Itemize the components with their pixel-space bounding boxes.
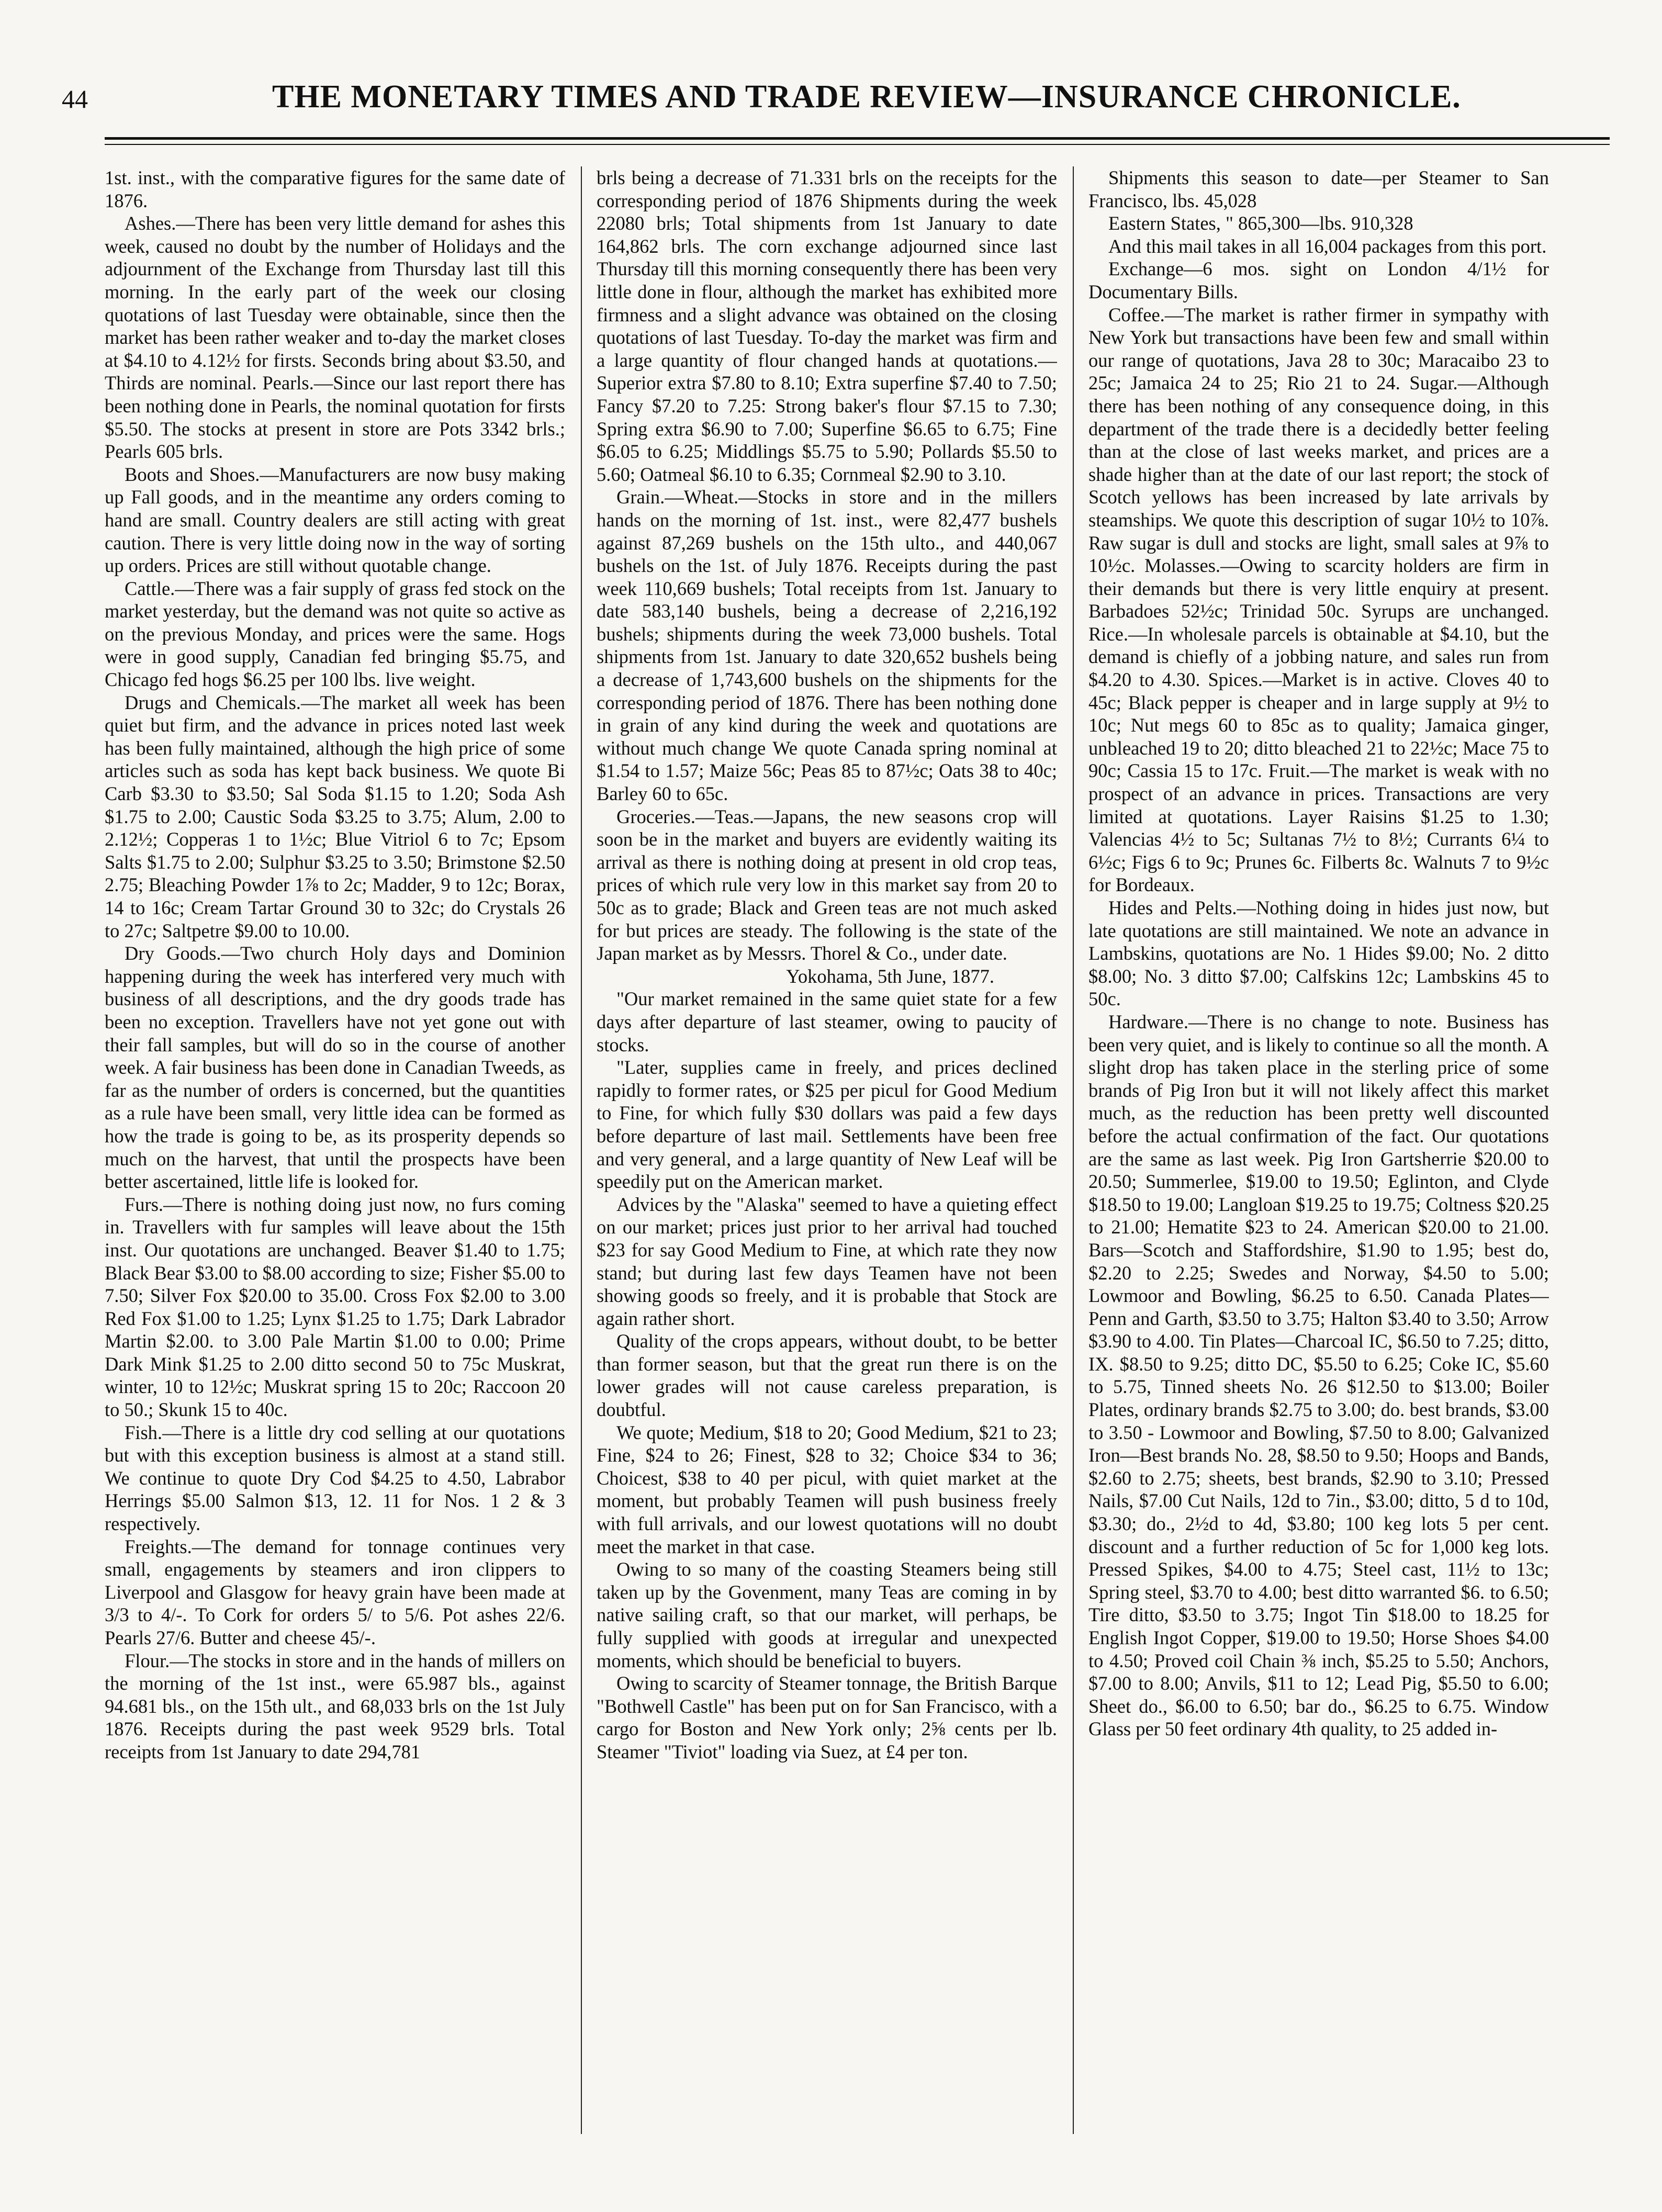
paragraph-quote: We quote; Medium, $18 to 20; Good Medium, $21 to 23; Fine, $24 to 26; Finest, $28 to 32; Choice $34 to 36; Choicest, $38 to 40 per picul, with quiet market at the moment, but probably Teamen will push business freely with full arrivals, and our lowest quotations will no doubt meet the market in that case. (597, 1421, 1057, 1557)
paragraph-freights: Freights.—The demand for tonnage continues very small, engagements by steamers and iron clippers to Liverpool and Glasgow for heavy grain have been made at 3/3 to 4/-. To Cork for orders 5/ to 5/6. Pot ashes 22/6. Pearls 27/6. Butter and cheese 45/-. (105, 1535, 565, 1648)
paragraph-shipments: Shipments this season to date—per Steamer to San Francisco, lbs. 45,028 (1088, 167, 1549, 211)
dateline: Yokohama, 5th June, 1877. (786, 965, 994, 987)
paragraph-boots-and-shoes: Boots and Shoes.—Manufacturers are now busy making up Fall goods, and in the meantime any orders coming to hand are small. Country dealers are still acting with great caution. There is very little doing now in the way of sorting up orders. Prices are still without quotable change. (105, 463, 565, 577)
paragraph-fish: Fish.—There is a little dry cod selling at our quotations but with this exception business is almost at a stand still. We continue to quote Dry Cod $4.25 to 4.50, Labrabor Herrings $5.00 Salmon $13, 12. 11 for Nos. 1 2 & 3 respectively. (105, 1421, 565, 1535)
column-1 (105, 166, 565, 2139)
column-divider (581, 166, 582, 2134)
paragraph-quote: Owing to so many of the coasting Steamers being still taken up by the Govenment, many Teas are coming in by native sailing craft, so that our market, will perhaps, be fully supplied with goods at irregular and unexpected moments, which should be beneficial to buyers. (597, 1558, 1057, 1671)
paragraph-flour: Flour.—The stocks in store and in the hands of millers on the morning of the 1st inst., were 65.987 bls., against 94.681 bls., on the 15th ult., and 68,033 brls on the 1st July 1876. Receipts during the past week 9529 brls. Total receipts from 1st January to date 294,781 (105, 1649, 565, 1762)
paragraph-drugs-and-chemicals: Drugs and Chemicals.—The market all week has been quiet but firm, and the advance in prices noted last week has been fully maintained, although the high price of some articles such as soda has kept back business. We quote Bi Carb $3.30 to $3.50; Sal Soda $1.15 to 1.20; Soda Ash $1.75 to 2.00; Caustic Soda $3.25 to 3.75; Alum, 2.00 to 2.12½; Copperas 1 to 1½c; Blue Vitriol 6 to 7c; Epsom Salts $1.75 to 2.00; Sulphur $3.25 to 3.50; Brimstone $2.50 2.75; Bleaching Powder 1⅞ to 2c; Madder, 9 to 12c; Borax, 14 to 16c; Cream Tartar Ground 30 to 32c; do Crystals 26 to 27c; Saltpetre $9.00 to 10.00. (105, 691, 565, 941)
paragraph-grain: Grain.—Wheat.—Stocks in store and in the millers hands on the morning of 1st. inst., were 82,477 bushels against 87,269 bushels on the 15th ulto., and 440,067 bushels on the 1st. of July 1876. Receipts during the past week 110,669 bushels; Total receipts from 1st. January to date 583,140 bushels, being a decrease of 2,216,192 bushels; shipments during the week 73,000 bushels. Total shipments from 1st. January to date 320,652 bushels being a decrease of 1,743,600 bushels on the shipments for the corresponding period of 1876. There has been nothing done in grain of any kind during the week and quotations are without much change We quote Canada spring nominal at $1.54 to 1.57; Maize 56c; Peas 85 to 87½c; Oats 38 to 40c; Barley 60 to 65c. (597, 486, 1057, 805)
paragraph-quote: Owing to scarcity of Steamer tonnage, the British Barque "Bothwell Castle" has been put on for San Francisco, with a cargo for Boston and New York only; 2⅝ cents per lb. Steamer "Tiviot" loading via Suez, at £4 per ton. (597, 1672, 1057, 1762)
paragraph-hides-and-pelts: Hides and Pelts.—Nothing doing in hides just now, but late quotations are still maintained. We note an advance in Lambskins, quotations are No. 1 Hides $9.00; No. 2 ditto $8.00; No. 3 ditto $7.00; Calfskins 12c; Lambskins 45 to 50c. (1088, 897, 1549, 1010)
page-number: 44 (62, 84, 88, 114)
running-head: THE MONETARY TIMES AND TRADE REVIEW—INSURANCE CHRONICLE. (272, 79, 1461, 115)
paragraph-shipments: Eastern States, " 865,300—lbs. 910,328 (1108, 212, 1413, 234)
paragraph-flour-continued: brls being a decrease of 71.331 brls on the receipts for the corresponding period of 1876 Shipments during the week 22080 brls; Total shipments from 1st January to date 164,862 brls. The corn exchange adjourned since last Thursday till this morning consequently there has been very little done in flour, although the market has exhibited more firmness and a slight advance was obtained on the closing quotations of last Tuesday. To-day the market was firm and a large quantity of flour changed hands at quotations.—Superior extra $7.80 to 8.10; Extra superfine $7.40 to 7.50; Fancy $7.20 to 7.25: Strong baker's flour $7.15 to 7.30; Spring extra $6.90 to 7.00; Superfine $6.65 to 6.75; Fine $6.05 to 6.25; Middlings $5.75 to 5.90; Pollards $5.50 to 5.60; Oatmeal $6.10 to 6.35; Cornmeal $2.90 to 3.10. (597, 167, 1057, 485)
paragraph: 1st. inst., with the comparative figures for the same date of 1876. (105, 167, 565, 211)
paragraph: And this mail takes in all 16,004 packages from this port. (1108, 235, 1547, 257)
paragraph-furs: Furs.—There is nothing doing just now, no furs coming in. Travellers with fur samples will leave about the 15th inst. Our quotations are unchanged. Beaver $1.40 to 1.75; Black Bear $3.00 to $8.00 according to size; Fisher $5.00 to 7.50; Silver Fox $20.00 to 35.00. Cross Fox $2.00 to 3.00 Red Fox $1.00 to 1.25; Lynx $1.25 to 1.75; Dark Labrador Martin $2.00. to 3.00 Pale Martin $1.00 to 0.00; Prime Dark Mink $1.25 to 2.00 ditto second 50 to 75c Muskrat, winter, 10 to 12½c; Muskrat spring 15 to 20c; Raccoon 20 to 50.; Skunk 15 to 40c. (105, 1193, 565, 1421)
paragraph-quote: "Our market remained in the same quiet state for a few days after departure of last steamer, owing to paucity of stocks. (597, 988, 1057, 1056)
paragraph-ashes: Ashes.—There has been very little demand for ashes this week, caused no doubt by the number of Holidays and the adjournment of the Exchange from Thursday last till this morning. In the early part of the week our closing quotations of last Tuesday were obtainable, since then the market has been rather weaker and to-day the market closes at $4.10 to 4.12½ for firsts. Seconds bring about $3.50, and Thirds are nominal. Pearls.—Since our last report there has been nothing done in Pearls, the nominal quotation for firsts $5.50. The stocks at present in store are Pots 3342 brls.; Pearls 605 brls. (105, 212, 565, 463)
paragraph-groceries: Groceries.—Teas.—Japans, the new seasons crop will soon be in the market and buyers are evidently waiting its arrival as there is nothing doing at present in old crop teas, prices of which rule very low in this market say from 20 to 50c as to grade; Black and Green teas are not much asked for but prices are steady. The following is the state of the Japan market as by Messrs. Thorel & Co., under date. (597, 805, 1057, 964)
column-2 (597, 166, 1057, 2139)
paragraph-dry-goods: Dry Goods.—Two church Holy days and Dominion happening during the week has interfered very much with business of all descriptions, and the dry goods trade has been no exception. Travellers have not yet gone out with their fall samples, but will do so in the course of another week. A fair business has been done in Canadian Tweeds, as far as the number of orders is concerned, but the quantities as a rule have been small, very little idea can be formed as how the trade is going to be, as its prosperity depends so much on the harvest, that until the prospects have been better ascertained, little life is looked for. (105, 942, 565, 1193)
header-rule-thick (105, 137, 1610, 140)
paragraph-hardware: Hardware.—There is no change to note. Business has been very quiet, and is likely to continue so all the month. A slight drop has taken place in the sterling price of some brands of Pig Iron but it will not likely affect this market much, as the reduction has been pretty well discounted before the actual confirmation of the fact. Our quotations are the same as last week. Pig Iron Gartsherrie $20.00 to 20.50; Summerlee, $19.00 to 19.50; Eglinton, and Clyde $18.50 to 19.00; Langloan $19.25 to 19.75; Coltness $20.25 to 21.00; Hematite $23 to 24. American $20.00 to 21.00. Bars—Scotch and Staffordshire, $1.90 to 1.95; best do, $2.20 to 2.25; Swedes and Norway, $4.50 to 5.00; Lowmoor and Bowling, $6.25 to 6.50. Canada Plates—Penn and Garth, $3.50 to 3.75; Halton $3.40 to 3.50; Arrow $3.90 to 4.00. Tin Plates—Charcoal IC, $6.50 to 7.25; ditto, IX. $8.50 to 9.25; ditto DC, $5.50 to 6.25; Coke IC, $5.60 to 5.75, Tinned sheets No. 26 $12.50 to $13.00; Boiler Plates, ordinary brands $2.75 to 3.00; do. best brands, $3.00 to 3.50 - Lowmoor and Bowling, $7.50 to 8.00; Galvanized Iron—Best brands No. 28, $8.50 to 9.50; Hoops and Bands, $2.60 to 2.75; sheets, best brands, $2.90 to 3.10; Pressed Nails, $7.00 Cut Nails, 12d to 7in., $3.00; ditto, 5 d to 10d, $3.30; do., 2½d to 4d, $3.80; 100 keg lots 5 per cent. discount and a further reduction of 5c for 1,000 keg lots. Pressed Spikes, $4.00 to 4.75; Steel cast, 11½ to 13c; Spring steel, $3.70 to 4.00; best ditto warranted $6. to 6.50; Tire ditto, $3.50 to 3.75; Ingot Tin $18.00 to 18.25 for English Ingot Copper, $19.00 to 19.50; Horse Shoes $4.00 to 4.50; Proved coil Chain ⅜ inch, $5.25 to 5.50; Anchors, $7.00 to 8.00; Anvils, $11 to 12; Lead Pig, $5.50 to 6.00; Sheet do., $6.00 to 6.50; bar do., $6.25 to 6.75. Window Glass per 50 feet ordinary 4th quality, to 25 added in- (1088, 1010, 1549, 1740)
column-3 (1088, 166, 1549, 2139)
paragraph-coffee: Coffee.—The market is rather firmer in sympathy with New York but transactions have been few and small within our range of quotations, Java 28 to 30c; Maracaibo 23 to 25c; Jamaica 24 to 25; Rio 21 to 24. Sugar.—Although there has been nothing of any consequence doing, in this department of the trade there is a decidedly better feeling than at the close of last weeks market, and prices are a shade higher than at the date of our last report; the stock of Scotch yellows has been increased by late arrivals by steamships. We quote this description of sugar 10½ to 10⅞. Raw sugar is dull and stocks are light, small sales at 9⅞ to 10½c. Molasses.—Owing to scarcity holders are firm in their demands but there is very little enquiry at present. Barbadoes 52½c; Trinidad 50c. Syrups are unchanged. Rice.—In wholesale parcels is obtainable at $4.10, but the demand is chiefly of a jobbing nature, and sales run from $4.20 to 4.30. Spices.—Market is in active. Cloves 40 to 45c; Black pepper is cheaper and in large supply at 9½ to 10c; Nut megs 60 to 85c as to quality; Jamaica ginger, unbleached 19 to 20; ditto bleached 21 to 22½c; Mace 75 to 90c; Cassia 15 to 17c. Fruit.—The market is weak with no prospect of an advance in prices. Transactions are very limited at quotations. Layer Raisins $1.25 to 1.30; Valencias 4½ to 5c; Sultanas 7½ to 8½; Currants 6¼ to 6½c; Figs 6 to 9c; Prunes 6c. Filberts 8c. Walnuts 7 to 9½c for Bordeaux. (1088, 304, 1549, 896)
header-rule-thin (105, 144, 1610, 145)
paragraph-quote: Quality of the crops appears, without doubt, to be better than former season, but that the great run there is on the lower grades will not cause careless preparation, is doubtful. (597, 1330, 1057, 1421)
paragraph-quote: "Later, supplies came in freely, and prices declined rapidly to former rates, or $25 per picul for Good Medium to Fine, for which fully $30 dollars was paid a few days before departure of last mail. Settlements have been free and very general, and a large quantity of New Leaf will be speedily put on the American market. (597, 1057, 1057, 1193)
paragraph-quote: Advices by the "Alaska" seemed to have a quieting effect on our market; prices just prior to her arrival had touched $23 for say Good Medium to Fine, at which rate they now stand; but during last few days Teamen have not been showing goods so freely, and it is probable that Stock are again rather short. (597, 1193, 1057, 1329)
paragraph-cattle: Cattle.—There was a fair supply of grass fed stock on the market yesterday, but the demand was not quite so active as on the previous Monday, and prices were the same. Hogs were in good supply, Canadian fed bringing $5.75, and Chicago fed hogs $6.25 per 100 lbs. live weight. (105, 577, 565, 691)
paragraph-exchange: Exchange—6 mos. sight on London 4/1½ for Documentary Bills. (1088, 258, 1549, 302)
column-divider (1073, 166, 1074, 2134)
